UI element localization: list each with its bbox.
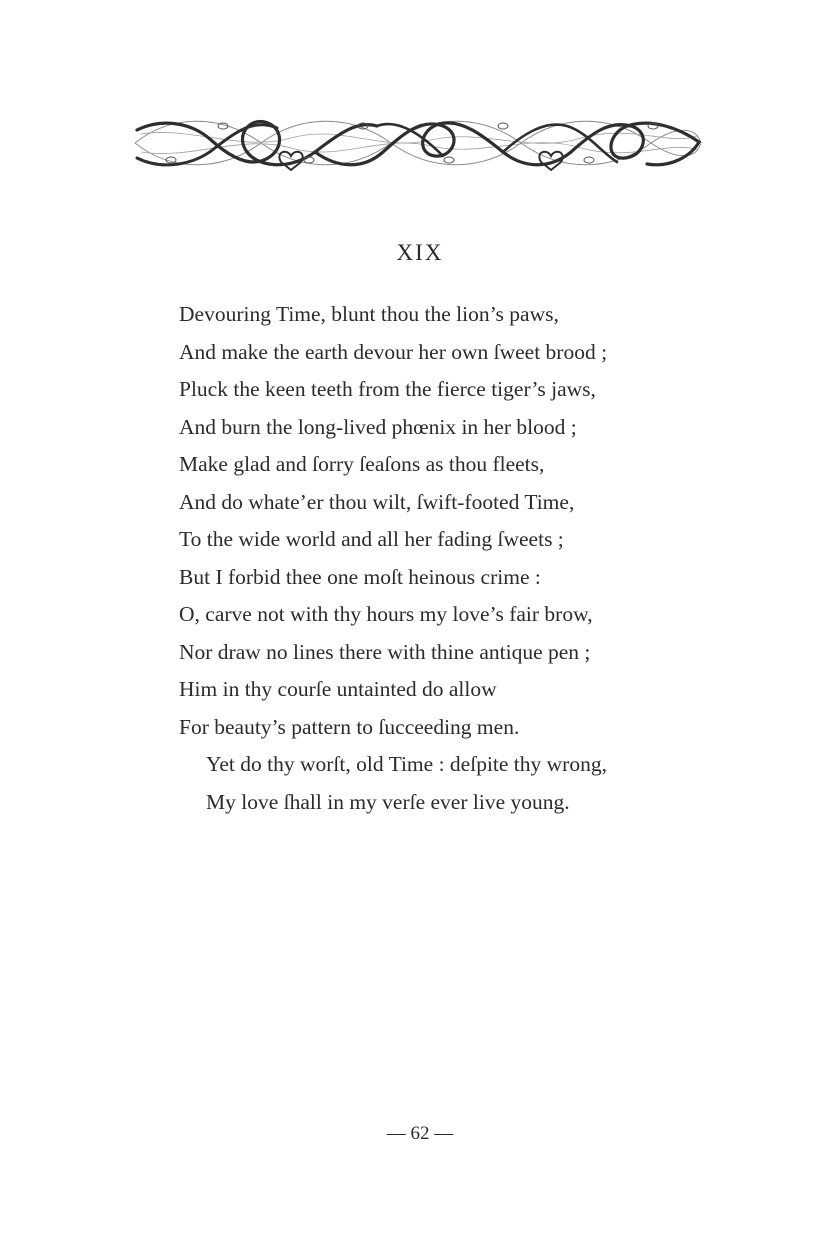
poem-line: And make the earth devour her own ſweet brood ;	[179, 339, 608, 364]
poem-line: To the wide world and all her fading ſweets ;	[179, 527, 564, 551]
scroll-flourish-ornament-icon	[131, 112, 705, 174]
poem-line: But I forbid thee one moſt heinous crime :	[179, 564, 541, 589]
poem-line: My love ſhall in my verſe ever live young.	[206, 789, 570, 814]
sonnet-number: XIX	[396, 240, 444, 265]
poem-line: For beauty’s pattern to ſucceeding men.	[179, 714, 520, 739]
poem-body	[179, 296, 739, 821]
page-number: — 62 —	[386, 1123, 454, 1144]
poem-line: Nor draw no lines there with thine antique pen ;	[179, 639, 591, 664]
poem-line: O, carve not with thy hours my love’s fair brow,	[179, 602, 593, 626]
poem-line: Yet do thy worſt, old Time : deſpite thy wrong,	[206, 752, 607, 776]
poem-line: Pluck the keen teeth from the fierce tiger’s jaws,	[179, 377, 596, 401]
poem-line: Make glad and ſorry ſeaſons as thou fleets,	[179, 452, 545, 476]
poem-line: Devouring Time, blunt thou the lion’s paws,	[179, 302, 559, 326]
poem-line: And do whate’er thou wilt, ſwift-footed Time,	[179, 489, 575, 514]
poem-line: And burn the long-lived phœnix in her blood ;	[179, 414, 577, 439]
poem-line: Him in thy courſe untainted do allow	[179, 677, 497, 701]
